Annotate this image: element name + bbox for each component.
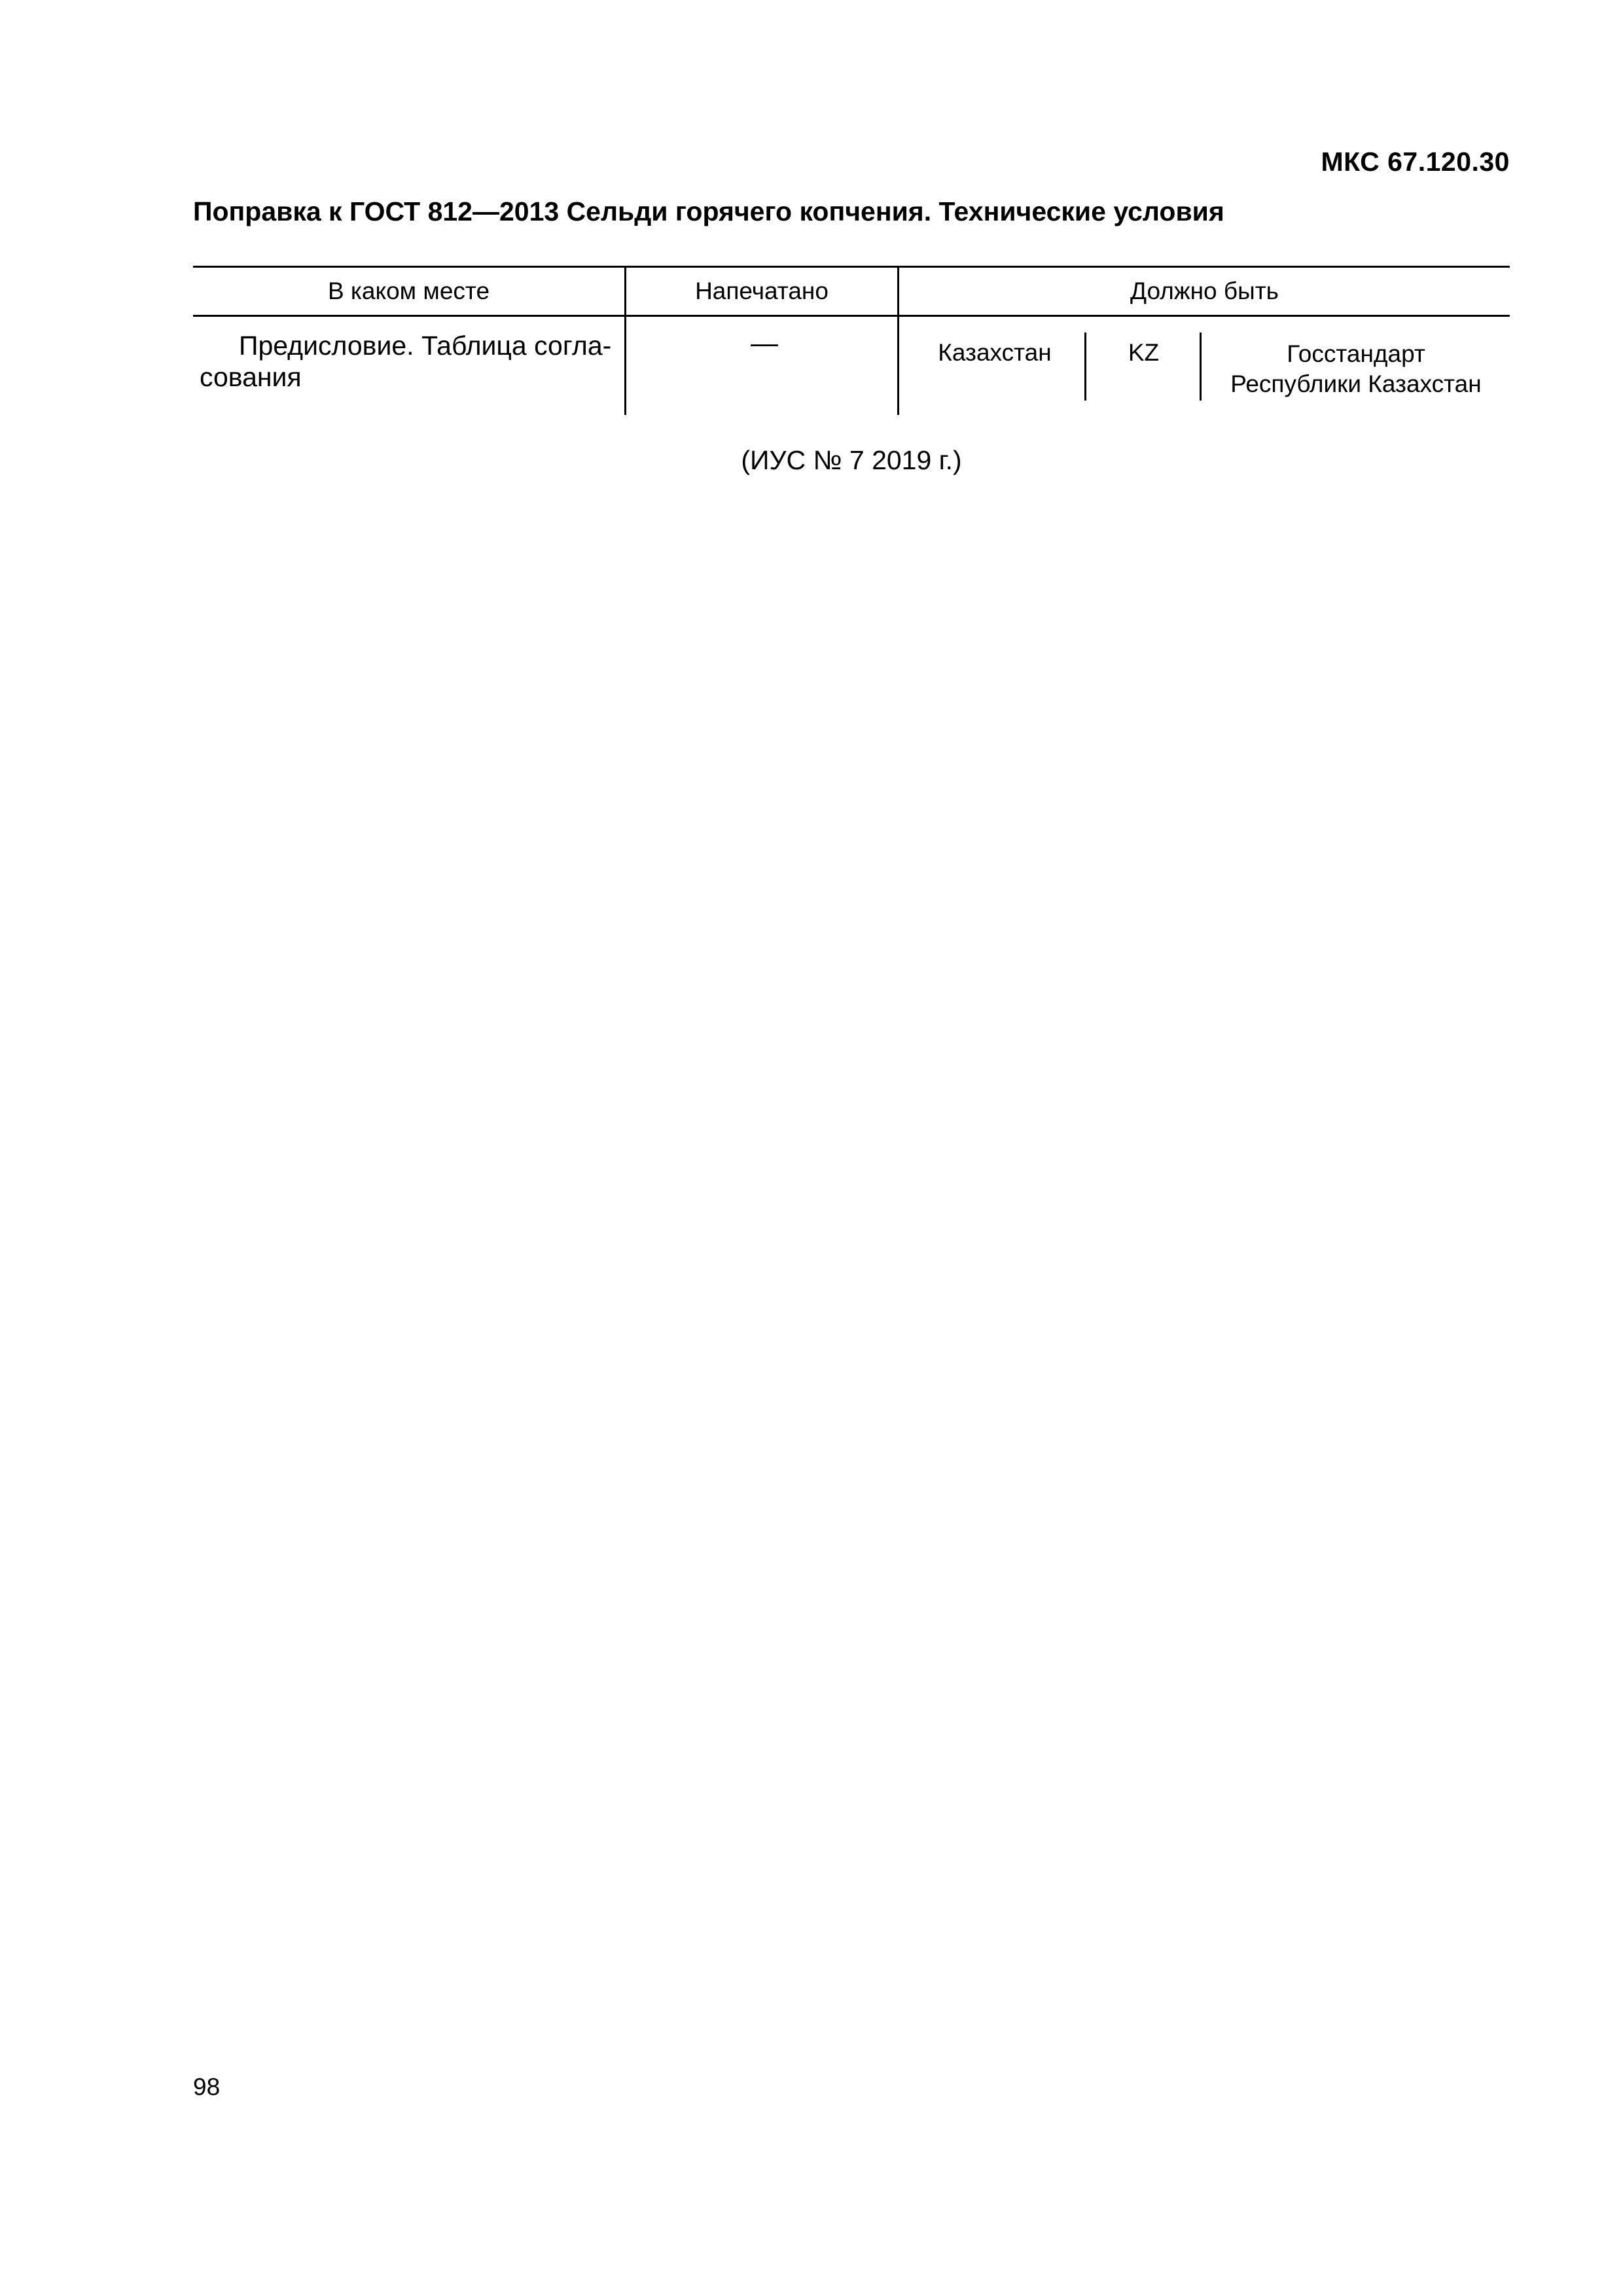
body-line-1: Госстандарт	[1287, 340, 1425, 367]
page-number: 98	[193, 2073, 221, 2100]
table-header-rule	[193, 315, 1510, 317]
column-header-should-be: Должно быть	[1130, 278, 1279, 304]
table-cell-body	[1202, 339, 1510, 399]
document-title: Поправка к ГОСТ 812—2013 Сельди горячего копчения. Технические условия	[193, 196, 1224, 226]
ius-reference: (ИУС № 7 2019 г.)	[741, 445, 962, 475]
table-cell-country: Казахстан	[938, 339, 1052, 366]
table-cell-printed: —	[751, 327, 778, 358]
table-cell-where	[200, 330, 618, 393]
column-header-where: В каком месте	[327, 278, 490, 304]
column-header-printed: Напечатано	[695, 278, 829, 304]
mks-code: МКС 67.120.30	[1321, 147, 1510, 177]
body-line-2: Республики Казахстан	[1230, 370, 1482, 397]
table-cell-code: KZ	[1128, 339, 1160, 366]
table-top-rule	[193, 266, 1510, 268]
where-line-1: Предисловие. Таблица согла-	[239, 331, 612, 361]
where-line-2: сования	[200, 362, 302, 392]
